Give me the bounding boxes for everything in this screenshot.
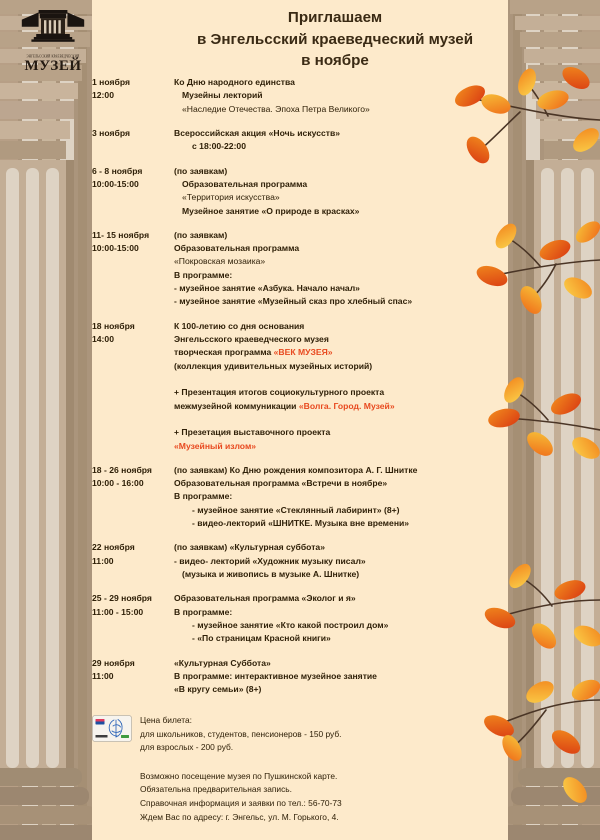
event-description xyxy=(174,76,512,116)
event-line xyxy=(174,373,512,386)
event-date: 22 ноября xyxy=(92,542,135,553)
ticket-price-text xyxy=(140,714,341,755)
event-date-time xyxy=(92,320,174,347)
event-line: Музейны лекторий xyxy=(182,90,263,101)
event-description xyxy=(174,464,512,531)
museum-logo xyxy=(14,6,92,75)
event-line xyxy=(174,413,512,426)
visit-note-line: Возможно посещение музея по Пушкинской карте. xyxy=(140,770,338,781)
event-date-time xyxy=(92,657,174,684)
event-line: (музыка и живопись в музыке А. Шнитке) xyxy=(182,569,360,579)
pushkin-card-icon xyxy=(92,715,132,742)
event-line: «Территория искусства» xyxy=(182,192,280,203)
event-line: Образовательная программа «Эколог и я» xyxy=(174,593,356,604)
event-row xyxy=(92,541,512,581)
event-date: 3 ноября xyxy=(92,127,130,138)
event-line: Ко Дню народного единства xyxy=(174,77,295,87)
event-row xyxy=(92,320,512,453)
event-line: (по заявкам) «Культурная суббота» xyxy=(174,542,325,553)
event-line: Образовательная программа xyxy=(182,178,308,189)
event-line xyxy=(174,400,512,413)
right-column-svg xyxy=(508,0,600,840)
event-line xyxy=(174,346,512,359)
title-line-2: в Энгельсский краеведческий музей xyxy=(196,30,474,48)
event-line: (по заявкам) Ко Дню рождения композитора А. Г. Шнитке xyxy=(174,464,418,475)
event-row xyxy=(92,229,512,309)
event-line: с 18:00-22:00 xyxy=(192,141,246,152)
event-time: 10:00-15:00 xyxy=(92,178,139,189)
event-description xyxy=(174,657,512,697)
event-line-highlight: «ВЕК МУЗЕЯ» xyxy=(273,347,333,358)
visit-note-line: Ждем Вас по адресу: г. Энгельс, ул. М. Горького, 4. xyxy=(140,811,339,822)
event-line: «В кругу семьи» (8+) xyxy=(174,684,262,695)
event-row xyxy=(92,592,512,645)
event-line: Всероссийская акция «Ночь искусств» xyxy=(174,127,341,138)
event-description xyxy=(174,165,512,218)
event-date: 29 ноября xyxy=(92,657,135,668)
event-date: 1 ноября xyxy=(92,77,130,87)
event-row xyxy=(92,76,512,116)
event-date-time xyxy=(92,127,174,140)
visit-note-line: Обязательна предварительная запись. xyxy=(140,784,292,795)
event-row xyxy=(92,657,512,697)
event-line: В программе: xyxy=(174,269,233,280)
event-line: Музейное занятие «О природе в красках» xyxy=(182,205,360,216)
right-column-decoration xyxy=(508,0,600,840)
event-line: - видео- лекторий «Художник музыку писал» xyxy=(174,555,366,566)
event-time: 11:00 - 15:00 xyxy=(92,606,144,617)
ticket-price-line: Цена билета: xyxy=(140,715,192,725)
event-date-time xyxy=(92,229,174,256)
event-line: К 100-летию со дня основания xyxy=(174,320,305,331)
event-line-text: межмузейной коммуникации xyxy=(174,400,299,411)
visit-note-line: Справочная информация и заявки по тел.: 56-70-73 xyxy=(140,798,342,809)
event-description xyxy=(174,541,512,581)
event-line: «Наследие Отечества. Эпоха Петра Великого» xyxy=(182,103,370,114)
event-line: - музейное занятие «Азбука. Начало начал» xyxy=(174,283,360,294)
event-description xyxy=(174,229,512,309)
event-date: 25 - 29 ноября xyxy=(92,593,152,604)
event-time: 12:00 xyxy=(92,90,114,101)
event-line: - музейное занятие «Музейный сказ про хлебный спас» xyxy=(174,296,413,307)
ticket-price-line: для школьников, студентов, пенсионеров - 150 руб. xyxy=(140,728,342,739)
event-time: 11:00 xyxy=(92,670,114,681)
museum-building-icon xyxy=(17,6,89,50)
event-line: (по заявкам) xyxy=(174,229,228,240)
visit-notes xyxy=(140,770,512,824)
event-line: «Музейный излом» xyxy=(174,440,257,451)
event-date-time xyxy=(92,464,174,491)
event-time: 14:00 xyxy=(92,334,114,344)
event-date: 6 - 8 ноября xyxy=(92,165,143,176)
event-date: 18 - 26 ноября xyxy=(92,464,152,475)
event-line: В программе: интерактивное музейное занятие xyxy=(174,670,377,681)
event-date: 11- 15 ноября xyxy=(92,229,150,240)
title-line-3: в ноябре xyxy=(301,52,369,70)
event-line: (по заявкам) xyxy=(174,165,228,176)
event-date-time xyxy=(92,165,174,192)
event-time: 11:00 xyxy=(92,555,114,566)
event-line: + Презентация итогов социокультурного проекта xyxy=(174,387,385,398)
event-line: (коллекция удивительных музейных историй) xyxy=(174,360,373,371)
event-time: 10:00 - 16:00 xyxy=(92,478,144,489)
event-row xyxy=(92,165,512,218)
event-line: - музейное занятие «Стеклянный лабиринт» (8+) xyxy=(192,504,400,515)
event-line: «Покровская мозаика» xyxy=(174,256,266,267)
event-line: - видео-лекторий «ШНИТКЕ. Музыка вне времени» xyxy=(192,518,410,529)
event-line: Образовательная программа «Встречи в ноябре» xyxy=(174,478,388,489)
event-line-highlight: «Волга. Город. Музей» xyxy=(298,400,395,411)
event-time: 10:00-15:00 xyxy=(92,243,139,254)
event-date-time xyxy=(92,592,174,619)
events-schedule xyxy=(92,76,512,708)
event-date-time xyxy=(92,541,174,568)
logo-subtitle: ЭНГЕЛЬССКИЙ КРАЕВЕДЧЕСКИЙ xyxy=(26,53,80,59)
event-line: В программе: xyxy=(174,491,233,502)
event-line: Энгельсского краеведческого музея xyxy=(174,334,329,344)
ticket-price-line: для взрослых - 200 руб. xyxy=(140,742,234,753)
event-line: + Презетация выставочного проекта xyxy=(174,427,331,438)
event-line: «Культурная Суббота» xyxy=(174,657,271,668)
event-description xyxy=(174,127,512,154)
event-description xyxy=(174,592,512,645)
page-title xyxy=(100,7,570,72)
left-column-svg xyxy=(0,0,92,840)
event-row xyxy=(92,464,512,531)
event-line: В программе: xyxy=(174,606,233,617)
logo-wordmark: МУЗЕЙ xyxy=(24,58,82,74)
event-line: - «По страницам Красной книги» xyxy=(192,633,331,644)
title-line-1: Приглашаем xyxy=(287,9,383,26)
event-line: - музейное занятие «Кто какой построил дом» xyxy=(192,619,389,630)
footer-info xyxy=(92,714,512,824)
event-row xyxy=(92,127,512,154)
left-column-decoration xyxy=(0,0,92,840)
event-date: 18 ноября xyxy=(92,320,135,331)
event-line-text: творческая программа xyxy=(174,347,274,358)
event-date-time xyxy=(92,76,174,103)
event-line: Образовательная программа xyxy=(174,243,300,254)
event-description xyxy=(174,320,512,453)
